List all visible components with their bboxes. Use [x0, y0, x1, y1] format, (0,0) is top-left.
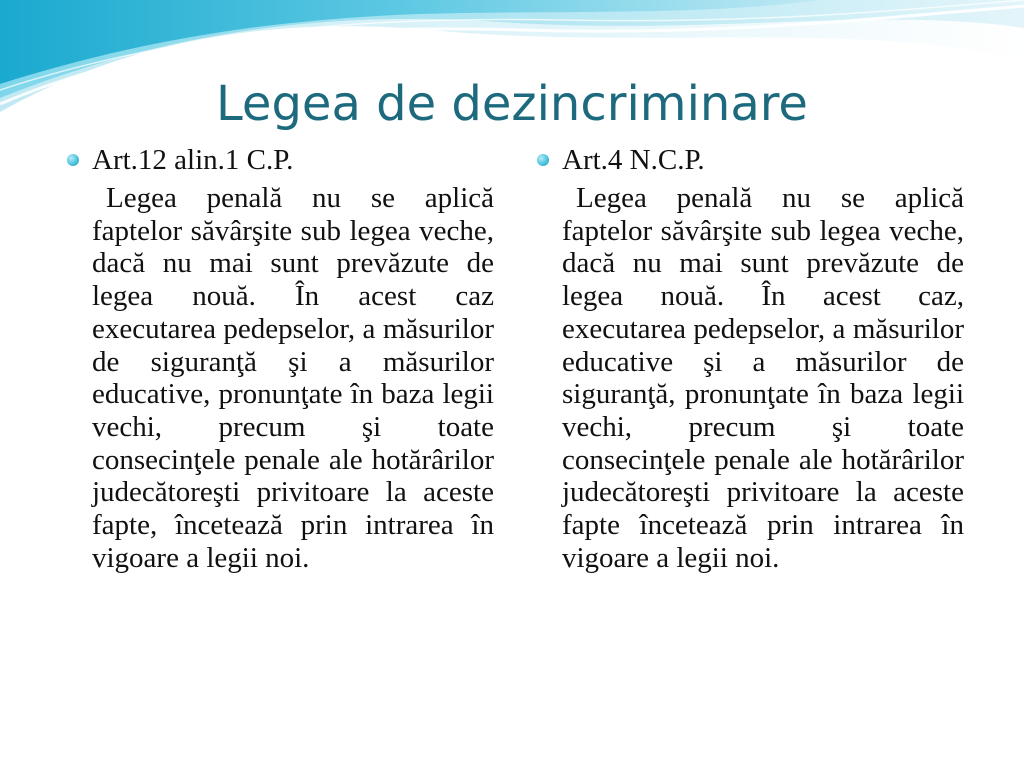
left-column	[64, 144, 494, 574]
bullet-heading: Art.12 alin.1 C.P.	[92, 144, 294, 176]
bullet-heading: Art.4 N.C.P.	[562, 144, 705, 176]
right-column	[534, 144, 964, 574]
article-text: Legea penală nu se aplică faptelor săvârşite sub legea veche, dacă nu mai sunt prevăzute de legea nouă. În acest caz executarea pedepselor, a măsurilor de siguranţă şi a măsurilor educative, pronunţate în baza legii vechi, precum şi toate consecinţele penale ale hotărârilor judecătoreşti privitoare la aceste fapte, încetează prin intrarea în vigoare a legii noi.	[92, 182, 494, 574]
bullet-dot-icon	[67, 154, 79, 166]
bullet-item-art4	[534, 144, 964, 177]
article-text: Legea penală nu se aplică faptelor săvârşite sub legea veche, dacă nu mai sunt prevăzute de legea nouă. În acest caz, executarea pedepselor, a măsurilor educative şi a măsurilor de siguranţă, pronunţate în baza legii vechi, precum şi toate consecinţele penale ale hotărârilor judecătoreşti privitoare la aceste fapte încetează prin intrarea în vigoare a legii noi.	[562, 182, 964, 574]
bullet-dot-icon	[537, 154, 549, 166]
bullet-item-art12	[64, 144, 494, 177]
slide-title: Legea de dezincriminare	[216, 76, 808, 132]
